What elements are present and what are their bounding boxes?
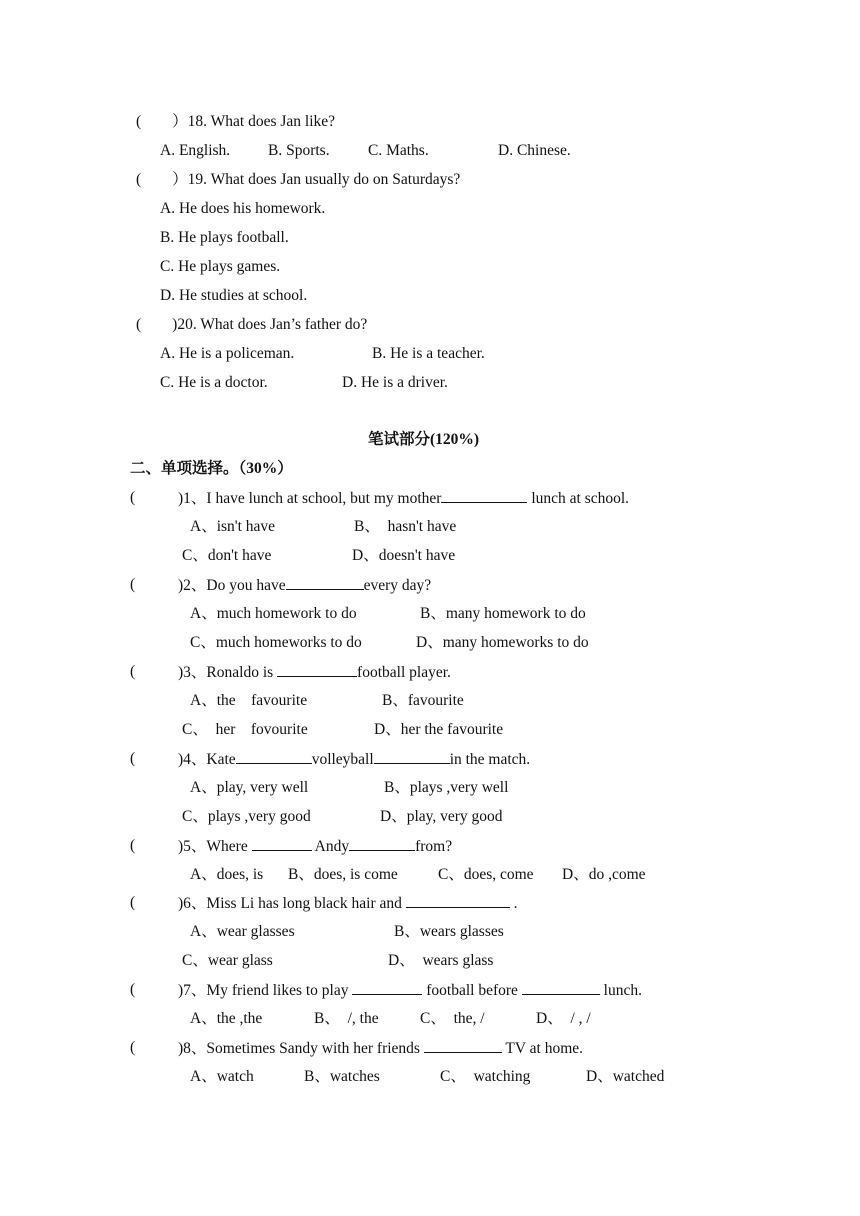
q8-option-b: B、watches	[304, 1068, 380, 1085]
q7-option-b: B、 /, the	[314, 1010, 379, 1027]
question-18-stem: ( ）18. What does Jan like?	[136, 113, 336, 130]
q3-option-c: C、 her fovourite	[182, 721, 308, 738]
q5-paren-open: (	[130, 837, 136, 854]
q2-paren-open: (	[130, 576, 136, 593]
q1-option-a: A、isn't have	[190, 518, 276, 535]
q19-option-c: C. He plays games.	[160, 258, 281, 275]
q6-option-c: C、wear glass	[182, 952, 273, 969]
q3-paren-open: (	[130, 663, 136, 680]
q6-paren-open: (	[130, 894, 136, 911]
q4-option-d: D、play, very good	[380, 808, 503, 825]
q2-option-d: D、many homeworks to do	[416, 634, 589, 651]
q3-stem: )3、Ronaldo is football player.	[178, 664, 451, 681]
q7-paren-open: (	[130, 981, 136, 998]
answer-blank[interactable]	[522, 980, 600, 995]
answer-blank[interactable]	[352, 980, 422, 995]
q19-option-d: D. He studies at school.	[160, 287, 308, 304]
q4-stem: )4、Kate volleyball in the match.	[178, 751, 531, 768]
answer-blank[interactable]	[286, 575, 364, 590]
q8-option-d: D、watched	[586, 1068, 665, 1085]
answer-blank[interactable]	[424, 1038, 502, 1053]
section-title: 二、单项选择。（30%）	[130, 460, 293, 477]
q19-option-a: A. He does his homework.	[160, 200, 326, 217]
q4-option-b: B、plays ,very well	[384, 779, 509, 796]
q1-paren-open: (	[130, 489, 136, 506]
q7-option-a: A、the ,the	[190, 1010, 263, 1027]
q20-option-d: D. He is a driver.	[342, 374, 448, 391]
q2-option-b: B、many homework to do	[420, 605, 586, 622]
question-20-stem: ( )20. What does Jan’s father do?	[136, 316, 368, 333]
answer-blank[interactable]	[252, 836, 312, 851]
q8-option-c: C、 watching	[440, 1068, 531, 1085]
q6-stem: )6、Miss Li has long black hair and .	[178, 895, 518, 912]
q20-option-b: B. He is a teacher.	[372, 345, 485, 362]
q18-option-a: A. English.	[160, 142, 231, 159]
q18-option-d: D. Chinese.	[498, 142, 571, 159]
q19-option-b: B. He plays football.	[160, 229, 289, 246]
q5-stem: )5、Where Andy from?	[178, 838, 453, 855]
q1-option-d: D、doesn't have	[352, 547, 456, 564]
q20-option-c: C. He is a doctor.	[160, 374, 268, 391]
q2-option-c: C、much homeworks to do	[190, 634, 362, 651]
q7-stem: )7、My friend likes to play football before lunch.	[178, 982, 642, 999]
q2-option-a: A、much homework to do	[190, 605, 357, 622]
answer-blank[interactable]	[349, 836, 415, 851]
q6-option-b: B、wears glasses	[394, 923, 504, 940]
written-part-title: 笔试部分(120%)	[368, 431, 480, 448]
q4-option-c: C、plays ,very good	[182, 808, 311, 825]
q7-option-c: C、 the, /	[420, 1010, 485, 1027]
q20-option-a: A. He is a policeman.	[160, 345, 295, 362]
q3-option-d: D、her the favourite	[374, 721, 504, 738]
q18-option-b: B. Sports.	[268, 142, 330, 159]
q5-option-a: A、does, is	[190, 866, 264, 883]
q3-option-b: B、favourite	[382, 692, 464, 709]
q4-paren-open: (	[130, 750, 136, 767]
q3-option-a: A、the favourite	[190, 692, 308, 709]
q6-option-d: D、 wears glass	[388, 952, 494, 969]
q8-option-a: A、watch	[190, 1068, 254, 1085]
q1-option-c: C、don't have	[182, 547, 272, 564]
q18-option-c: C. Maths.	[368, 142, 429, 159]
q7-option-d: D、 / , /	[536, 1010, 591, 1027]
answer-blank[interactable]	[406, 893, 510, 908]
q8-paren-open: (	[130, 1039, 136, 1056]
q5-option-d: D、do ,come	[562, 866, 646, 883]
q6-option-a: A、wear glasses	[190, 923, 295, 940]
answer-blank[interactable]	[374, 749, 450, 764]
answer-blank[interactable]	[236, 749, 312, 764]
q4-option-a: A、play, very well	[190, 779, 309, 796]
q2-stem: )2、Do you have every day?	[178, 577, 432, 594]
q1-option-b: B、 hasn't have	[354, 518, 457, 535]
q5-option-b: B、does, is come	[288, 866, 398, 883]
question-19-stem: ( ）19. What does Jan usually do on Saturdays?	[136, 171, 461, 188]
q5-option-c: C、does, come	[438, 866, 534, 883]
answer-blank[interactable]	[277, 662, 357, 677]
q8-stem: )8、Sometimes Sandy with her friends TV at home.	[178, 1040, 584, 1057]
q1-stem: )1、I have lunch at school, but my mother lunch at school.	[178, 490, 630, 507]
answer-blank[interactable]	[441, 488, 527, 503]
